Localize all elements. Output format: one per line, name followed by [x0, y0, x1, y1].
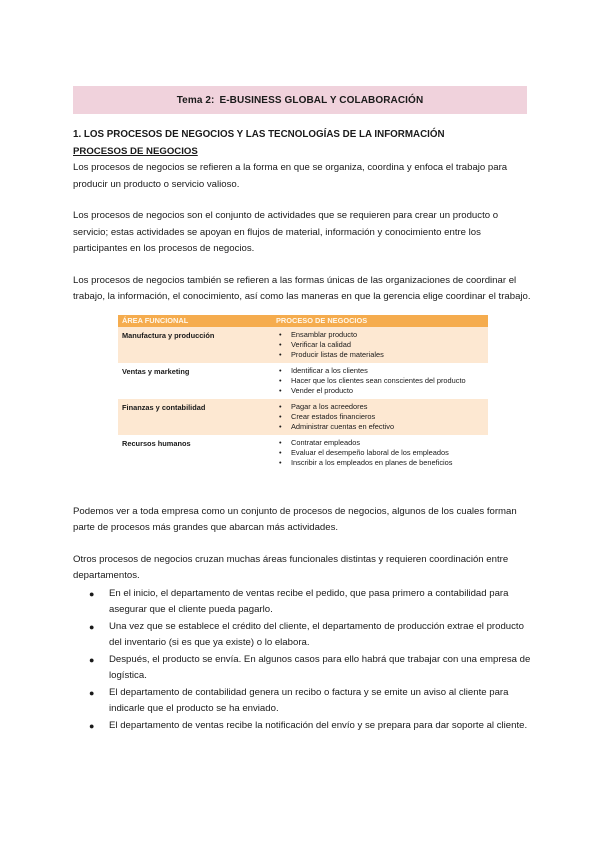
- table-cell-item: • Vender el producto: [291, 386, 492, 396]
- table-row: [118, 363, 488, 399]
- table-header-process: PROCESO DE NEGOCIOS: [276, 315, 368, 325]
- topic-title-band: [73, 86, 527, 114]
- paragraph-5: Otros procesos de negocios cruzan muchas áreas funcionales distintas y requieren coordinación entre departamentos.: [73, 553, 509, 581]
- table-cell-area: Recursos humanos: [122, 438, 191, 448]
- table-cell-item: • Producir listas de materiales: [291, 350, 492, 360]
- table-cell-item: • Contratar empleados: [291, 438, 492, 448]
- bullet-icon: ●: [89, 621, 95, 632]
- table-cell-item: • Evaluar el desempeño laboral de los empleados: [291, 448, 492, 458]
- bullet-icon: ●: [89, 687, 95, 698]
- section-subheading: PROCESOS DE NEGOCIOS: [73, 145, 198, 157]
- table-cell-area: Manufactura y producción: [122, 330, 215, 340]
- table-cell-area: Finanzas y contabilidad: [122, 402, 206, 412]
- table-row: [118, 435, 488, 471]
- table-cell-area: Ventas y marketing: [122, 366, 190, 376]
- topic-title: E-BUSINESS GLOBAL Y COLABORACIÓN: [219, 94, 424, 106]
- table-cell-item: • Identificar a los clientes: [291, 366, 492, 376]
- bullet-icon: ●: [89, 720, 95, 731]
- paragraph-2: Los procesos de negocios son el conjunto de actividades que se requieren para crear un producto o servicio; estas actividades se apoyan en flujos de material, información y conocimiento entre los participantes en los procesos de negocios.: [73, 210, 499, 254]
- table-row: [118, 327, 488, 363]
- table-cell-item: • Ensamblar producto: [291, 330, 492, 340]
- table-cell-item: • Inscribir a los empleados en planes de beneficios: [291, 458, 492, 468]
- table-header-row: [118, 315, 488, 327]
- list-item: ● El departamento de ventas recibe la notificación del envío y se prepara para dar soporte al cliente.: [73, 718, 531, 735]
- table-header-area: ÁREA FUNCIONAL: [122, 315, 189, 325]
- table-cell-item: • Crear estados financieros: [291, 412, 492, 422]
- list-item: ● Una vez que se establece el crédito del cliente, el departamento de producción extrae el producto del inventario (si es que ya existe) o lo elabora.: [89, 620, 524, 648]
- bullet-icon: ●: [89, 654, 95, 665]
- table-cell-item: • Pagar a los acreedores: [291, 402, 492, 412]
- business-process-table: [118, 315, 488, 471]
- list-item: ● En el inicio, el departamento de ventas recibe el pedido, que pasa primero a contabilidad para asegurar que el cliente pueda pagarlo.: [89, 587, 509, 615]
- table-row: [118, 399, 488, 435]
- topic-number: Tema 2:: [176, 94, 215, 106]
- paragraph-3: Los procesos de negocios también se refieren a las formas únicas de las organizaciones de coordinar el trabajo, la información, el conocimiento, así como las maneras en que la gerencia elige coordinar el trabajo.: [73, 274, 531, 302]
- list-item: ● El departamento de contabilidad genera un recibo o factura y se emite un aviso al cliente para indicarle que el producto se ha enviado.: [89, 686, 509, 714]
- process-steps-list: [73, 586, 531, 735]
- paragraph-1: Los procesos de negocios se refieren a la forma en que se organiza, coordina y enfoca el trabajo para producir un producto o servicio valioso.: [73, 162, 508, 190]
- section-heading: 1. LOS PROCESOS DE NEGOCIOS Y LAS TECNOLOGÍAS DE LA INFORMACIÓN: [73, 129, 445, 140]
- bullet-icon: ●: [89, 588, 95, 599]
- table-cell-item: • Verificar la calidad: [291, 340, 492, 350]
- document-body: [73, 127, 531, 734]
- list-item: ● Después, el producto se envía. En algunos casos para ello habrá que trabajar con una empresa de logística.: [89, 653, 531, 681]
- table-cell-item: • Administrar cuentas en efectivo: [291, 422, 492, 432]
- table-cell-item: • Hacer que los clientes sean conscientes del producto: [291, 376, 492, 386]
- paragraph-4: Podemos ver a toda empresa como un conjunto de procesos de negocios, algunos de los cuales forman parte de procesos más grandes que abarcan más actividades.: [73, 505, 517, 533]
